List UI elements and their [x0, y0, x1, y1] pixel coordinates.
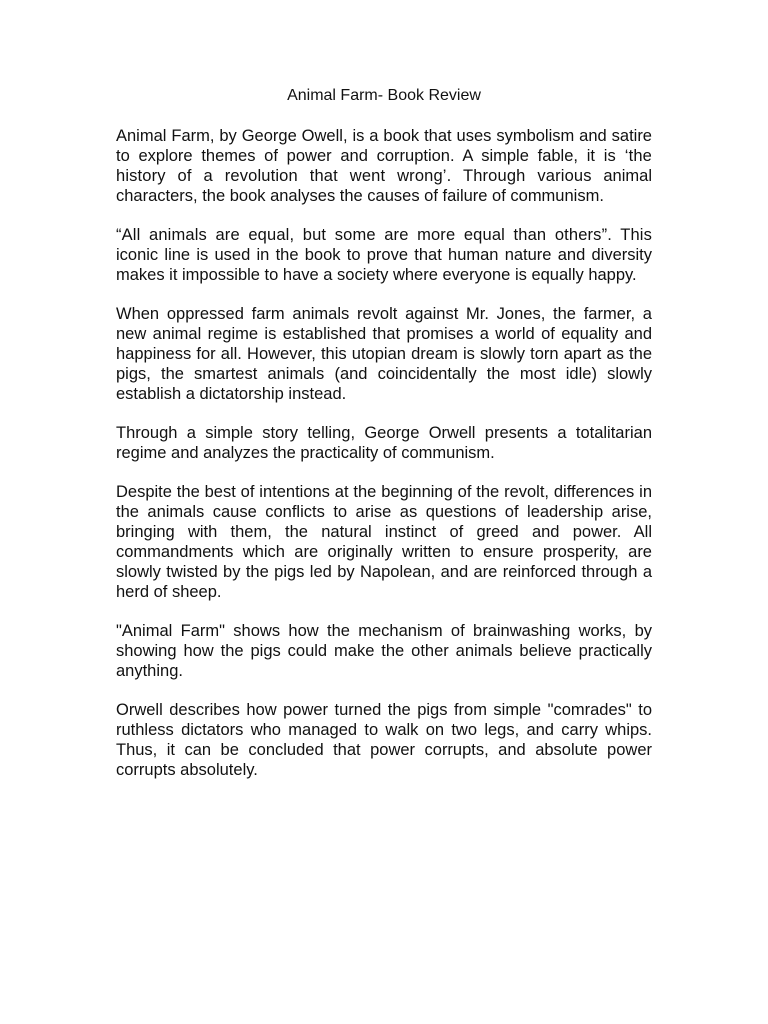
document-title: Animal Farm- Book Review: [287, 87, 481, 104]
document-page: [116, 86, 652, 799]
paragraph-text: animal characters, the book analyses the causes of failure of communism.: [116, 167, 652, 205]
paragraph-intro: [116, 126, 652, 206]
paragraph-text: "Animal Farm" shows how the mechanism of brainwashing works, by showing how the pigs could make the other animals believe practically anything.: [116, 622, 652, 680]
paragraph-conflicts: [116, 482, 652, 602]
paragraph-text: Through a simple story telling, George Orwell presents a totalitarian regime and analyzes the practicality of communism.: [116, 424, 652, 462]
paragraph-text: Animal Farm, by George Owell, is a book that uses symbolism and satire to explore themes of power and corruption. A simple fable, it: [116, 127, 652, 165]
paragraph-text: Orwell describes how power turned the pigs from simple "comrades" to ruthless dictators who managed to walk on two legs, and carry whips. Thus, it can be concluded that power corrupts, and absolute power corrupts absolutely.: [116, 701, 652, 779]
paragraph-quote: [116, 225, 652, 285]
paragraph-text: “All animals are equal, but some are more equal than others”. This: [116, 226, 652, 244]
paragraph-plot: [116, 304, 652, 404]
paragraph-text: Despite the best of intentions at the beginning of the revolt, differences in the animals cause conflicts to arise as questions of leadership arise, bringing with them, the natural instinct of greed and power. All commandments which are originally written to ensure prosperity, are slowly twisted by the pigs led by Napolean, and are reinforced through a herd of sheep.: [116, 483, 652, 601]
paragraph-text: iconic line is used in the book to prove that human nature and diversity makes it impossible to have a society where everyone is equally happy.: [116, 246, 652, 284]
paragraph-conclusion: [116, 700, 652, 780]
paragraph-storytelling: [116, 423, 652, 463]
paragraph-brainwashing: [116, 621, 652, 681]
paragraph-text: is ‘the history of a revolution that went wrong’. Through various: [116, 147, 653, 185]
paragraph-text: When oppressed farm animals revolt against Mr. Jones, the farmer, a new animal regime is established that promises a world of equality and happiness for all. However, this utopian dream is slowly torn apart as the pigs, the smartest animals (and coincidentally the most idle) slowly establish a dictatorship instead.: [116, 305, 652, 403]
